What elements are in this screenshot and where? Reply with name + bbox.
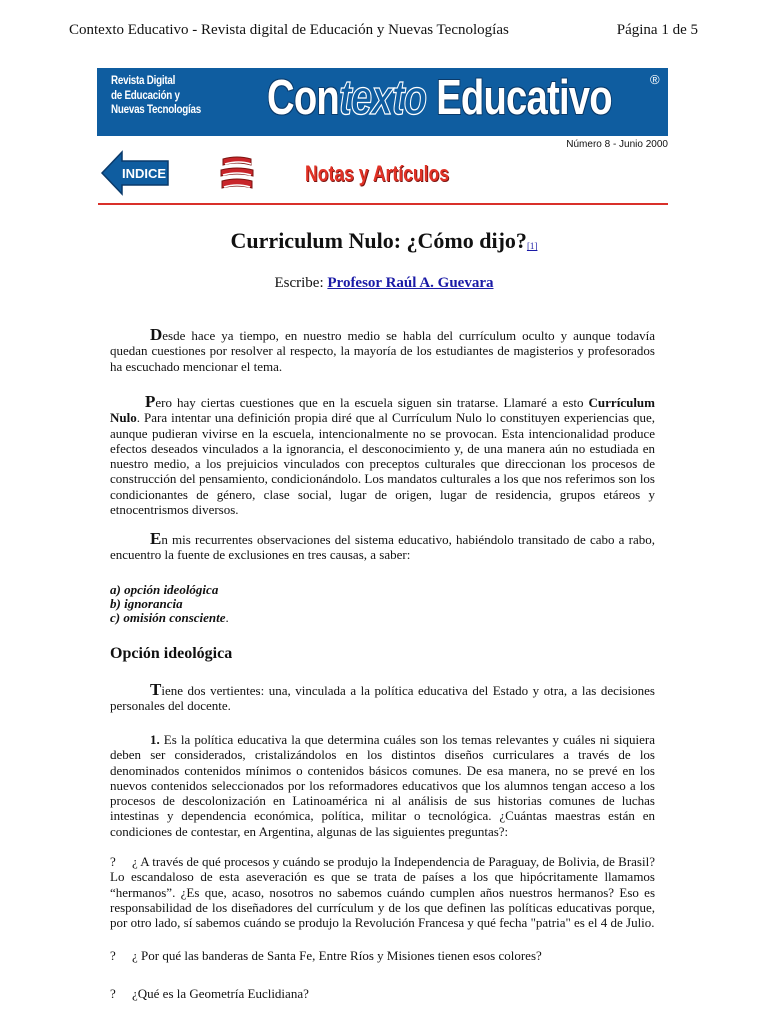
causes-list <box>110 583 229 625</box>
drop-letter: P <box>145 392 156 411</box>
drop-letter: E <box>150 529 162 548</box>
paragraph-text: ero hay ciertas cuestiones que en la escuela siguen sin tratarse. Llamaré a esto <box>155 395 589 410</box>
paragraph <box>110 531 655 563</box>
section-divider <box>98 203 668 205</box>
question-mark: ? <box>110 948 116 963</box>
paragraph-text: Es la política educativa la que determina cuáles son los temas relevantes y cuáles ni siquiera deben ser considerados, cristalizándolos en los distintos diseños curriculares a través de los denominados contenidos mínimos o contenidos básicos comunes. De esa manera, no se prevé en los nuevos contenidos seleccionados por los reformadores educativos que los alumnos tengan acceso a los procesos de descolonización en Latinoamérica ni al análisis de sus historias comunes de luchas intestinas y dependencia económica, política, militar o tecnológica. ¿Cuántas maestras están en condiciones de contestar, en Argentina, algunas de las siguientes preguntas?: <box>110 732 655 839</box>
left-arrow-icon <box>100 150 170 196</box>
footnote-link[interactable]: [1] <box>526 241 538 251</box>
banner-subtitle <box>111 73 201 117</box>
list-item-text: c) omisión consciente <box>110 610 226 625</box>
paragraph <box>110 682 655 714</box>
logo-part-italic: texto <box>338 71 427 125</box>
question-text: ¿ A través de qué procesos y cuándo se produjo la Independencia de Paraguay, de Bolivia, de Brasil? Lo escandaloso de esta aseveración es que se trata de países a los que hipócritamente llamamos “hermanos”. ¿Es que, acaso, nosotros no sabemos cuándo cumplen años nuestros hermanos? Eso es responsabilidad de los diseñadores del currículum y de los que definen las políticas educativas porque, por otro lado, sí sabemos cuándo se produjo la Revolución Francesa y qué fecha "patria" es el 4 de Julio. <box>110 854 655 931</box>
page-header-title: Contexto Educativo - Revista digital de Educación y Nuevas Tecnologías <box>69 22 509 38</box>
paragraph-text: esde hace ya tiempo, en nuestro medio se habla del currículum oculto y aunque todavía quedan cuestiones por resolver al respecto, la mayoría de los estudiantes de magisterios y profesorados ha escuchado mencionar el tema. <box>110 328 655 374</box>
question-text: ¿ Por qué las banderas de Santa Fe, Entre Ríos y Misiones tienen esos colores? <box>132 948 542 963</box>
books-icon <box>219 155 255 193</box>
paragraph <box>110 394 655 517</box>
question-mark: ? <box>110 986 116 1001</box>
banner-subtitle-line: de Educación y <box>111 87 180 102</box>
author-link[interactable]: Profesor Raúl A. Guevara <box>327 275 494 291</box>
banner-subtitle-line: Nuevas Tecnologías <box>111 102 201 116</box>
paragraph-text: n mis recurrentes observaciones del sistema educativo, habiéndolo transitado de cabo a rabo, encuentro la fuente de exclusiones en tres causas, a saber: <box>110 532 655 563</box>
list-end: . <box>225 610 229 625</box>
issue-number: Número 8 - Junio 2000 <box>566 139 668 150</box>
logo-part: Educativo <box>426 71 612 125</box>
drop-letter: T <box>150 680 162 699</box>
banner-subtitle-line: Revista Digital <box>111 73 176 87</box>
article-title <box>0 228 768 254</box>
list-item: a) opción ideológica <box>110 582 219 597</box>
drop-letter: D <box>150 325 163 344</box>
question-item <box>110 854 655 930</box>
list-item <box>110 611 229 625</box>
question-text: ¿Qué es la Geometría Euclidiana? <box>132 986 309 1001</box>
paragraph <box>110 327 655 374</box>
index-back-button[interactable] <box>100 150 170 196</box>
list-item: b) ignorancia <box>110 596 183 611</box>
magazine-banner[interactable] <box>97 68 668 136</box>
paragraph-text: iene dos vertientes: una, vinculada a la política educativa del Estado y otra, a las decisiones personales del docente. <box>110 683 655 714</box>
section-title: Notas y Artículos <box>305 161 450 186</box>
logo-part: Con <box>267 71 339 125</box>
paragraph-number: 1. <box>150 732 160 747</box>
question-mark: ? <box>110 854 116 869</box>
term-bold: Currículum Nulo <box>110 395 655 426</box>
magazine-logo <box>267 70 612 126</box>
index-label: INDICE <box>121 166 167 181</box>
paragraph-text: . Para intentar una definición propia diré que al Currículum Nulo lo constituyen experiencias que, aunque pudieran vivirse en la escuela, intencionalmente no se provocan. Esta intencionalidad produce efectos deseados vinculados a la ignorancia, el desconocimiento y, de una manera aún no estudiada en nuestro medio, a los prejuicios vinculados con preceptos culturales que direccionan los procesos de construcción del pensamiento, condicionándolo. Los mandatos culturales a los que nos referimos son los condicionantes de género, clase social, lugar de origen, lugar de residencia, grupos etáreos y etnocentrismos diversos. <box>110 410 655 518</box>
byline-label: Escribe: <box>274 275 324 291</box>
section-heading: Opción ideológica <box>110 645 233 662</box>
page-number: Página 1 de 5 <box>616 22 698 38</box>
byline <box>0 275 768 292</box>
question-item <box>110 948 655 963</box>
title-text: Curriculum Nulo: ¿Cómo dijo? <box>230 228 527 253</box>
paragraph <box>110 732 655 839</box>
question-item <box>110 986 655 1001</box>
registered-mark: ® <box>650 72 660 87</box>
